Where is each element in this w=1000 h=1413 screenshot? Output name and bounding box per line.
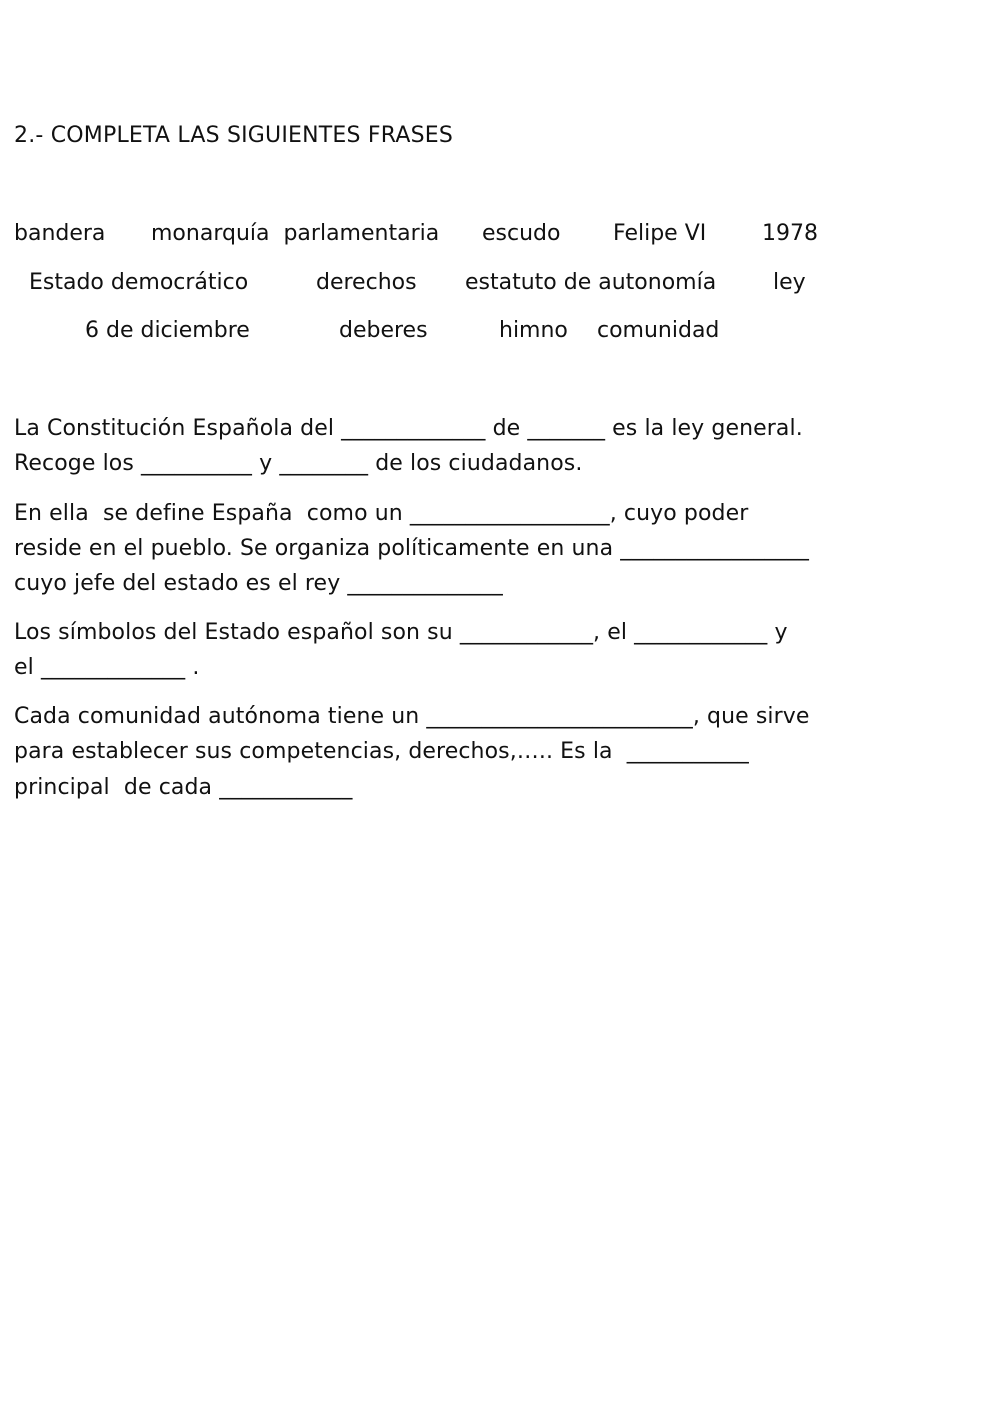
word-bank-item: bandera	[14, 221, 106, 246]
sentence-line: principal de cada ____________	[14, 775, 353, 800]
word-bank-item: 6 de diciembre	[85, 318, 250, 343]
word-bank-item: himno	[499, 318, 568, 343]
word-bank-item: ley	[773, 270, 806, 295]
word-bank-item: escudo	[482, 221, 561, 246]
sentence-line: Recoge los __________ y ________ de los ciudadanos.	[14, 451, 583, 476]
word-bank-item: 1978	[762, 221, 818, 246]
word-bank-item: monarquía parlamentaria	[151, 221, 440, 246]
sentence-line: La Constitución Española del _____________ de _______ es la ley general.	[14, 416, 803, 441]
word-bank-item: estatuto de autonomía	[465, 270, 717, 295]
sentence-line: Los símbolos del Estado español son su ____________, el ____________ y	[14, 620, 788, 645]
sentence-line: reside en el pueblo. Se organiza políticamente en una _________________	[14, 536, 809, 561]
worksheet-title: 2.- COMPLETA LAS SIGUIENTES FRASES	[14, 123, 454, 148]
sentence-line: cuyo jefe del estado es el rey ______________	[14, 571, 503, 596]
word-bank-item: Felipe VI	[613, 221, 707, 246]
word-bank-item: deberes	[339, 318, 428, 343]
word-bank-item: Estado democrático	[29, 270, 249, 295]
sentence-line: En ella se define España como un __________________, cuyo poder	[14, 501, 749, 526]
sentence-line: Cada comunidad autónoma tiene un ________________________, que sirve	[14, 704, 810, 729]
sentence-line: el _____________ .	[14, 655, 200, 680]
word-bank-item: derechos	[316, 270, 417, 295]
sentence-line: para establecer sus competencias, derechos,….. Es la ___________	[14, 739, 749, 764]
word-bank-item: comunidad	[597, 318, 720, 343]
